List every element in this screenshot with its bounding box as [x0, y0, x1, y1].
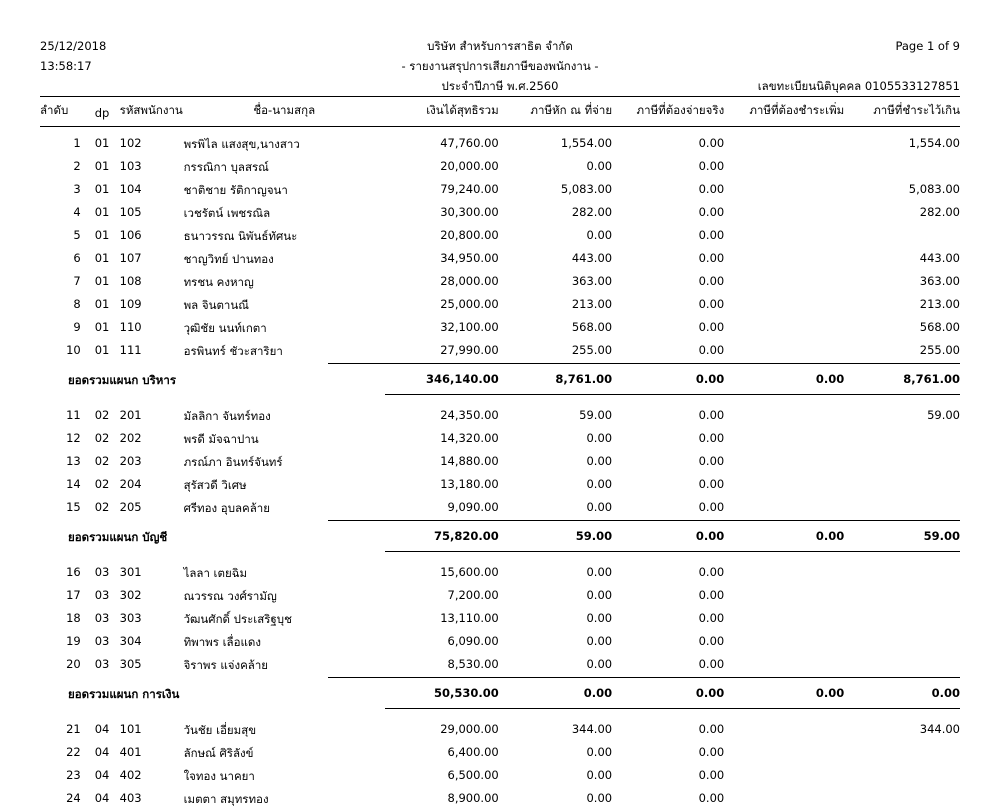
- cell-over: 363.00: [850, 271, 960, 294]
- row-spacer-cell: [40, 552, 960, 562]
- cell-dp: 02: [91, 405, 120, 428]
- summary-extra: 0.00: [730, 683, 850, 706]
- table-row[interactable]: [40, 719, 960, 742]
- table-row[interactable]: [40, 179, 960, 202]
- cell-dp: 01: [91, 340, 120, 363]
- cell-due: 0.00: [618, 474, 730, 497]
- cell-income: 79,240.00: [385, 179, 505, 202]
- page-number: Page 1 of 9: [758, 36, 960, 56]
- cell-name: พรดี มัจฉาปาน: [184, 428, 385, 451]
- cell-due: 0.00: [618, 179, 730, 202]
- cell-seq: 18: [40, 608, 91, 631]
- table-header-row: [40, 97, 960, 127]
- cell-over: 443.00: [850, 248, 960, 271]
- cell-seq: 9: [40, 317, 91, 340]
- cell-code: 301: [120, 562, 184, 585]
- column-header-name: ชื่อ-นามสกุล: [184, 97, 385, 127]
- cell-dp: 02: [91, 474, 120, 497]
- cell-income: 29,000.00: [385, 719, 505, 742]
- cell-code: 305: [120, 654, 184, 677]
- cell-paid: 255.00: [505, 340, 618, 363]
- cell-extra: [730, 202, 850, 225]
- cell-dp: 03: [91, 585, 120, 608]
- table-row[interactable]: [40, 631, 960, 654]
- cell-paid: 0.00: [505, 742, 618, 765]
- cell-seq: 22: [40, 742, 91, 765]
- cell-seq: 7: [40, 271, 91, 294]
- cell-paid: 568.00: [505, 317, 618, 340]
- cell-due: 0.00: [618, 317, 730, 340]
- cell-due: 0.00: [618, 608, 730, 631]
- cell-income: 27,990.00: [385, 340, 505, 363]
- cell-extra: [730, 788, 850, 811]
- table-body: [40, 127, 960, 811]
- company-name: บริษัท สำหรับการสาธิต จำกัด: [0, 36, 1000, 56]
- cell-income: 20,800.00: [385, 225, 505, 248]
- cell-name: ชาญวิทย์ ปานทอง: [184, 248, 385, 271]
- cell-income: 7,200.00: [385, 585, 505, 608]
- cell-income: 20,000.00: [385, 156, 505, 179]
- table-row[interactable]: [40, 497, 960, 520]
- cell-name: ศรีทอง อุบลคล้าย: [184, 497, 385, 520]
- cell-extra: [730, 562, 850, 585]
- table-row[interactable]: [40, 654, 960, 677]
- cell-income: 30,300.00: [385, 202, 505, 225]
- cell-code: 303: [120, 608, 184, 631]
- cell-paid: 0.00: [505, 654, 618, 677]
- summary-income: 75,820.00: [385, 526, 505, 549]
- report-header: [0, 0, 1000, 74]
- cell-income: 14,320.00: [385, 428, 505, 451]
- cell-income: 13,180.00: [385, 474, 505, 497]
- cell-name: ทิพาพร เลื่อแดง: [184, 631, 385, 654]
- row-spacer-cell: [40, 395, 960, 405]
- cell-dp: 01: [91, 317, 120, 340]
- cell-due: 0.00: [618, 156, 730, 179]
- cell-extra: [730, 451, 850, 474]
- cell-name: พล จินตานณี: [184, 294, 385, 317]
- cell-dp: 03: [91, 654, 120, 677]
- cell-paid: 0.00: [505, 428, 618, 451]
- column-header-income: เงินได้สุทธิรวม: [385, 97, 505, 127]
- column-header-due: ภาษีที่ต้องจ่ายจริง: [618, 97, 730, 127]
- cell-code: 204: [120, 474, 184, 497]
- cell-over: 5,083.00: [850, 179, 960, 202]
- cell-due: 0.00: [618, 428, 730, 451]
- summary-label: ยอดรวมแผนก บัญชี: [40, 526, 385, 549]
- cell-over: 568.00: [850, 317, 960, 340]
- cell-name: ลักษณ์ ศิริลังข์: [184, 742, 385, 765]
- table-head: [40, 97, 960, 127]
- cell-code: 402: [120, 765, 184, 788]
- cell-due: 0.00: [618, 271, 730, 294]
- cell-name: ภรณ์ภา อินทร์จันทร์: [184, 451, 385, 474]
- summary-extra: 0.00: [730, 526, 850, 549]
- cell-seq: 3: [40, 179, 91, 202]
- cell-paid: 213.00: [505, 294, 618, 317]
- cell-seq: 10: [40, 340, 91, 363]
- cell-paid: 0.00: [505, 585, 618, 608]
- column-header-seq: ลำดับ: [40, 97, 91, 127]
- table-row[interactable]: [40, 225, 960, 248]
- cell-code: 105: [120, 202, 184, 225]
- cell-paid: 1,554.00: [505, 133, 618, 156]
- table-row[interactable]: [40, 294, 960, 317]
- cell-seq: 5: [40, 225, 91, 248]
- cell-seq: 4: [40, 202, 91, 225]
- summary-paid: 59.00: [505, 526, 618, 549]
- table-row[interactable]: [40, 340, 960, 363]
- report-period: ประจำปีภาษี พ.ศ.2560: [0, 76, 1000, 96]
- column-header-over: ภาษีที่ชำระไว้เกิน: [850, 97, 960, 127]
- cell-extra: [730, 719, 850, 742]
- cell-dp: 04: [91, 742, 120, 765]
- header-date: 25/12/2018: [40, 36, 106, 56]
- cell-over: [850, 631, 960, 654]
- cell-paid: 59.00: [505, 405, 618, 428]
- table-row[interactable]: [40, 788, 960, 811]
- report-title: - รายงานสรุปการเสียภาษีของพนักงาน -: [0, 56, 1000, 76]
- cell-income: 24,350.00: [385, 405, 505, 428]
- cell-code: 403: [120, 788, 184, 811]
- cell-dp: 02: [91, 451, 120, 474]
- cell-paid: 0.00: [505, 631, 618, 654]
- cell-dp: 01: [91, 202, 120, 225]
- cell-extra: [730, 156, 850, 179]
- cell-extra: [730, 585, 850, 608]
- cell-seq: 16: [40, 562, 91, 585]
- cell-dp: 01: [91, 156, 120, 179]
- cell-income: 28,000.00: [385, 271, 505, 294]
- table-row[interactable]: [40, 474, 960, 497]
- cell-paid: 0.00: [505, 765, 618, 788]
- cell-name: อรพินทร์ ชัวะสาริยา: [184, 340, 385, 363]
- table-row[interactable]: [40, 428, 960, 451]
- cell-extra: [730, 608, 850, 631]
- cell-paid: 0.00: [505, 788, 618, 811]
- cell-code: 103: [120, 156, 184, 179]
- cell-paid: 0.00: [505, 562, 618, 585]
- cell-extra: [730, 405, 850, 428]
- cell-income: 6,500.00: [385, 765, 505, 788]
- cell-extra: [730, 179, 850, 202]
- cell-name: เมตตา สมุทรทอง: [184, 788, 385, 811]
- cell-paid: 0.00: [505, 156, 618, 179]
- cell-code: 304: [120, 631, 184, 654]
- table-row[interactable]: [40, 317, 960, 340]
- cell-name: มัลลิกา จันทร์ทอง: [184, 405, 385, 428]
- cell-code: 108: [120, 271, 184, 294]
- cell-over: 1,554.00: [850, 133, 960, 156]
- department-summary-row: [40, 526, 960, 549]
- cell-income: 15,600.00: [385, 562, 505, 585]
- cell-code: 203: [120, 451, 184, 474]
- cell-seq: 23: [40, 765, 91, 788]
- cell-over: [850, 585, 960, 608]
- cell-name: ทรชน คงหาญ: [184, 271, 385, 294]
- cell-code: 106: [120, 225, 184, 248]
- summary-paid: 8,761.00: [505, 369, 618, 392]
- cell-paid: 363.00: [505, 271, 618, 294]
- cell-dp: 04: [91, 765, 120, 788]
- cell-due: 0.00: [618, 202, 730, 225]
- cell-dp: 02: [91, 497, 120, 520]
- cell-paid: 0.00: [505, 497, 618, 520]
- cell-over: 282.00: [850, 202, 960, 225]
- cell-income: 25,000.00: [385, 294, 505, 317]
- table-row[interactable]: [40, 451, 960, 474]
- cell-over: 59.00: [850, 405, 960, 428]
- cell-seq: 8: [40, 294, 91, 317]
- header-page-info: [758, 36, 960, 96]
- cell-code: 101: [120, 719, 184, 742]
- cell-extra: [730, 428, 850, 451]
- cell-income: 47,760.00: [385, 133, 505, 156]
- cell-income: 14,880.00: [385, 451, 505, 474]
- cell-over: [850, 788, 960, 811]
- table-row[interactable]: [40, 202, 960, 225]
- cell-extra: [730, 248, 850, 271]
- summary-due: 0.00: [618, 369, 730, 392]
- cell-seq: 2: [40, 156, 91, 179]
- cell-paid: 0.00: [505, 474, 618, 497]
- tax-summary-table: [40, 96, 960, 811]
- summary-extra: 0.00: [730, 369, 850, 392]
- cell-name: วัฒนศักดิ์ ประเสริฐบุช: [184, 608, 385, 631]
- cell-paid: 5,083.00: [505, 179, 618, 202]
- summary-income: 346,140.00: [385, 369, 505, 392]
- cell-seq: 19: [40, 631, 91, 654]
- cell-due: 0.00: [618, 719, 730, 742]
- cell-name: กรรณิกา บุลสรณ์: [184, 156, 385, 179]
- cell-seq: 13: [40, 451, 91, 474]
- cell-name: ณวรรณ วงศ์รามัญ: [184, 585, 385, 608]
- table-row[interactable]: [40, 405, 960, 428]
- cell-seq: 14: [40, 474, 91, 497]
- cell-code: 107: [120, 248, 184, 271]
- cell-dp: 02: [91, 428, 120, 451]
- row-spacer: [40, 552, 960, 562]
- cell-over: 344.00: [850, 719, 960, 742]
- cell-name: ธนาวรรณ นิพันธ์ทัศนะ: [184, 225, 385, 248]
- cell-due: 0.00: [618, 765, 730, 788]
- cell-over: [850, 608, 960, 631]
- cell-seq: 21: [40, 719, 91, 742]
- cell-code: 201: [120, 405, 184, 428]
- cell-extra: [730, 271, 850, 294]
- cell-code: 109: [120, 294, 184, 317]
- table-row[interactable]: [40, 742, 960, 765]
- cell-dp: 01: [91, 271, 120, 294]
- cell-seq: 1: [40, 133, 91, 156]
- cell-dp: 04: [91, 719, 120, 742]
- cell-dp: 01: [91, 294, 120, 317]
- cell-paid: 0.00: [505, 608, 618, 631]
- cell-due: 0.00: [618, 451, 730, 474]
- cell-extra: [730, 317, 850, 340]
- cell-dp: 03: [91, 631, 120, 654]
- cell-due: 0.00: [618, 631, 730, 654]
- cell-due: 0.00: [618, 654, 730, 677]
- cell-code: 401: [120, 742, 184, 765]
- cell-name: วันชัย เอี่ยมสุข: [184, 719, 385, 742]
- cell-due: 0.00: [618, 133, 730, 156]
- cell-dp: 04: [91, 788, 120, 811]
- summary-due: 0.00: [618, 683, 730, 706]
- cell-due: 0.00: [618, 340, 730, 363]
- cell-due: 0.00: [618, 742, 730, 765]
- column-header-code: รหัสพนักงาน: [120, 97, 184, 127]
- cell-paid: 282.00: [505, 202, 618, 225]
- cell-due: 0.00: [618, 585, 730, 608]
- summary-over: 0.00: [850, 683, 960, 706]
- table-row[interactable]: [40, 156, 960, 179]
- cell-dp: 03: [91, 562, 120, 585]
- cell-income: 34,950.00: [385, 248, 505, 271]
- column-header-extra: ภาษีที่ต้องชำระเพิ่ม: [730, 97, 850, 127]
- summary-paid: 0.00: [505, 683, 618, 706]
- cell-over: 213.00: [850, 294, 960, 317]
- cell-code: 104: [120, 179, 184, 202]
- cell-extra: [730, 133, 850, 156]
- cell-income: 9,090.00: [385, 497, 505, 520]
- cell-over: [850, 474, 960, 497]
- cell-dp: 01: [91, 179, 120, 202]
- cell-income: 6,400.00: [385, 742, 505, 765]
- table-row[interactable]: [40, 608, 960, 631]
- cell-paid: 344.00: [505, 719, 618, 742]
- cell-seq: 11: [40, 405, 91, 428]
- cell-over: [850, 742, 960, 765]
- table-row[interactable]: [40, 765, 960, 788]
- cell-name: พรพิไล แสงสุข,นางสาว: [184, 133, 385, 156]
- summary-label: ยอดรวมแผนก การเงิน: [40, 683, 385, 706]
- cell-code: 111: [120, 340, 184, 363]
- cell-extra: [730, 225, 850, 248]
- cell-over: [850, 428, 960, 451]
- row-spacer-cell: [40, 709, 960, 719]
- row-spacer: [40, 395, 960, 405]
- cell-seq: 6: [40, 248, 91, 271]
- cell-extra: [730, 497, 850, 520]
- summary-over: 59.00: [850, 526, 960, 549]
- company-tax-id: เลขทะเบียนนิติบุคคล 0105533127851: [758, 76, 960, 96]
- cell-due: 0.00: [618, 562, 730, 585]
- cell-income: 32,100.00: [385, 317, 505, 340]
- row-spacer: [40, 709, 960, 719]
- cell-code: 102: [120, 133, 184, 156]
- cell-name: จิราพร แจ่งคล้าย: [184, 654, 385, 677]
- cell-code: 302: [120, 585, 184, 608]
- cell-due: 0.00: [618, 294, 730, 317]
- cell-code: 110: [120, 317, 184, 340]
- cell-income: 8,900.00: [385, 788, 505, 811]
- cell-name: วุฒิชัย นนท์เกตา: [184, 317, 385, 340]
- table-row[interactable]: [40, 133, 960, 156]
- cell-income: 13,110.00: [385, 608, 505, 631]
- table-row[interactable]: [40, 585, 960, 608]
- cell-due: 0.00: [618, 497, 730, 520]
- table-row[interactable]: [40, 271, 960, 294]
- cell-over: [850, 497, 960, 520]
- cell-code: 202: [120, 428, 184, 451]
- cell-seq: 15: [40, 497, 91, 520]
- cell-name: ไลลา เตยฉิม: [184, 562, 385, 585]
- cell-extra: [730, 742, 850, 765]
- cell-over: [850, 451, 960, 474]
- cell-over: 255.00: [850, 340, 960, 363]
- cell-dp: 01: [91, 248, 120, 271]
- header-time: 13:58:17: [40, 56, 106, 76]
- column-header-paid: ภาษีหัก ณ ที่จ่าย: [505, 97, 618, 127]
- summary-income: 50,530.00: [385, 683, 505, 706]
- cell-over: [850, 562, 960, 585]
- cell-extra: [730, 765, 850, 788]
- cell-name: สุรัสวดี วิเศษ: [184, 474, 385, 497]
- cell-name: เวชรัตน์ เพชรณิล: [184, 202, 385, 225]
- cell-due: 0.00: [618, 248, 730, 271]
- cell-seq: 24: [40, 788, 91, 811]
- column-header-dp: dp: [91, 97, 120, 127]
- cell-income: 6,090.00: [385, 631, 505, 654]
- cell-over: [850, 765, 960, 788]
- cell-paid: 0.00: [505, 451, 618, 474]
- cell-due: 0.00: [618, 788, 730, 811]
- cell-seq: 20: [40, 654, 91, 677]
- cell-paid: 0.00: [505, 225, 618, 248]
- department-summary-row: [40, 683, 960, 706]
- cell-extra: [730, 474, 850, 497]
- cell-income: 8,530.00: [385, 654, 505, 677]
- table-row[interactable]: [40, 562, 960, 585]
- cell-extra: [730, 294, 850, 317]
- cell-code: 205: [120, 497, 184, 520]
- cell-dp: 01: [91, 225, 120, 248]
- summary-over: 8,761.00: [850, 369, 960, 392]
- cell-dp: 03: [91, 608, 120, 631]
- cell-name: ใจทอง นาคยา: [184, 765, 385, 788]
- cell-over: [850, 225, 960, 248]
- cell-due: 0.00: [618, 405, 730, 428]
- cell-name: ชาติชาย รัติกาญจนา: [184, 179, 385, 202]
- cell-dp: 01: [91, 133, 120, 156]
- cell-seq: 17: [40, 585, 91, 608]
- cell-extra: [730, 631, 850, 654]
- cell-over: [850, 156, 960, 179]
- cell-over: [850, 654, 960, 677]
- cell-paid: 443.00: [505, 248, 618, 271]
- table-row[interactable]: [40, 248, 960, 271]
- summary-label: ยอดรวมแผนก บริหาร: [40, 369, 385, 392]
- cell-seq: 12: [40, 428, 91, 451]
- cell-due: 0.00: [618, 225, 730, 248]
- cell-extra: [730, 340, 850, 363]
- summary-due: 0.00: [618, 526, 730, 549]
- department-summary-row: [40, 369, 960, 392]
- cell-extra: [730, 654, 850, 677]
